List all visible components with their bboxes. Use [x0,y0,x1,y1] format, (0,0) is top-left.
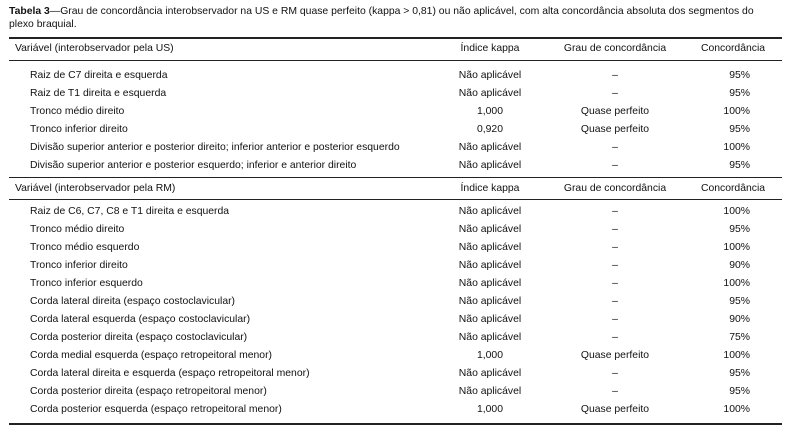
table-row [0,239,789,257]
caption-text: —Grau de concordância interobservador na US e RM quase perfeito (kappa > 0,81) ou não aplicável, com alta concordância absoluta dos segmentos do plexo braquial. [9,6,754,30]
cell-agreement: 100% [723,278,750,289]
cell-agreement: 75% [729,332,750,343]
cell-agreement: 95% [729,160,750,171]
cell-variable: Corda lateral esquerda (espaço costoclavicular) [30,314,251,325]
cell-agreement: 95% [729,224,750,235]
cell-agreement: 90% [729,314,750,325]
cell-grade: – [612,278,618,289]
cell-kappa: Não aplicável [458,278,522,289]
table-row [0,365,789,383]
cell-variable: Corda posterior direita (espaço costoclavicular) [30,332,248,343]
table-caption [9,6,781,31]
table-row [0,67,789,85]
header-agreement: Concordância [700,183,766,194]
cell-variable: Corda lateral direita e esquerda (espaço retropeitoral menor) [30,368,310,379]
section-rule [9,177,782,178]
cell-variable: Divisão superior anterior e posterior direito; inferior anterior e posterior esquerdo [30,142,400,153]
cell-agreement: 100% [723,206,750,217]
cell-grade: Quase perfeito [580,106,650,117]
header-rule [9,60,782,61]
header-kappa: Índice kappa [460,43,520,54]
cell-grade: – [612,386,618,397]
cell-kappa: 0,920 [476,124,503,135]
header-variable: Variável (interobservador pela US) [15,43,174,54]
cell-kappa: Não aplicável [458,242,522,253]
cell-agreement: 95% [729,70,750,81]
cell-agreement: 90% [729,260,750,271]
cell-kappa: 1,000 [476,404,503,415]
cell-kappa: Não aplicável [458,332,522,343]
cell-kappa: Não aplicável [458,368,522,379]
cell-agreement: 95% [729,386,750,397]
cell-kappa: Não aplicável [458,296,522,307]
cell-variable: Tronco inferior direito [30,124,128,135]
cell-variable: Raiz de C7 direita e esquerda [30,70,168,81]
cell-agreement: 95% [729,88,750,99]
table-row [0,203,789,221]
header-row-rm [0,180,789,198]
cell-grade: – [612,260,618,271]
table-row [0,383,789,401]
cell-kappa: 1,000 [476,106,503,117]
cell-grade: – [612,206,618,217]
cell-variable: Tronco inferior esquerdo [30,278,143,289]
cell-agreement: 100% [723,350,750,361]
table-row [0,347,789,365]
cell-kappa: Não aplicável [458,70,522,81]
table-row [0,85,789,103]
cell-grade: – [612,368,618,379]
cell-grade: – [612,142,618,153]
cell-kappa: 1,000 [476,350,503,361]
cell-grade: Quase perfeito [580,404,650,415]
cell-kappa: Não aplicável [458,386,522,397]
table-row [0,257,789,275]
cell-agreement: 100% [723,142,750,153]
cell-grade: – [612,224,618,235]
bottom-rule [9,423,782,425]
cell-kappa: Não aplicável [458,314,522,325]
cell-kappa: Não aplicável [458,260,522,271]
cell-kappa: Não aplicável [458,160,522,171]
header-rule [9,199,782,200]
cell-grade: – [612,296,618,307]
cell-variable: Corda posterior direita (espaço retropeitoral menor) [30,386,267,397]
cell-grade: – [612,314,618,325]
cell-kappa: Não aplicável [458,88,522,99]
cell-grade: Quase perfeito [580,124,650,135]
cell-variable: Corda medial esquerda (espaço retropeitoral menor) [30,350,272,361]
cell-grade: – [612,242,618,253]
cell-agreement: 95% [729,296,750,307]
cell-variable: Tronco médio esquerdo [30,242,140,253]
header-agreement: Concordância [700,43,766,54]
table-row [0,121,789,139]
cell-grade: – [612,88,618,99]
cell-agreement: 100% [723,404,750,415]
cell-agreement: 100% [723,106,750,117]
table-row [0,329,789,347]
cell-variable: Raiz de C6, C7, C8 e T1 direita e esquerda [30,206,230,217]
cell-agreement: 100% [723,242,750,253]
cell-variable: Tronco inferior direito [30,260,128,271]
header-row-us [0,40,789,58]
table-row [0,311,789,329]
cell-variable: Divisão superior anterior e posterior esquerdo; inferior e anterior direito [30,160,357,171]
table-row [0,293,789,311]
table-row [0,103,789,121]
cell-grade: – [612,160,618,171]
cell-grade: Quase perfeito [580,350,650,361]
header-variable: Variável (interobservador pela RM) [15,183,176,194]
table-row [0,221,789,239]
cell-variable: Tronco médio direito [30,224,125,235]
cell-grade: – [612,70,618,81]
cell-variable: Raiz de T1 direita e esquerda [30,88,167,99]
table-row [0,139,789,157]
cell-kappa: Não aplicável [458,224,522,235]
cell-variable: Corda posterior esquerda (espaço retropeitoral menor) [30,404,282,415]
top-rule [9,37,782,39]
cell-kappa: Não aplicável [458,142,522,153]
header-grade: Grau de concordância [563,183,667,194]
header-kappa: Índice kappa [460,183,520,194]
cell-variable: Tronco médio direito [30,106,125,117]
cell-agreement: 95% [729,368,750,379]
table-row [0,275,789,293]
cell-variable: Corda lateral direita (espaço costoclavicular) [30,296,236,307]
header-grade: Grau de concordância [563,43,667,54]
cell-agreement: 95% [729,124,750,135]
caption-label: Tabela 3 [9,6,50,17]
cell-grade: – [612,332,618,343]
table-row [0,401,789,419]
cell-kappa: Não aplicável [458,206,522,217]
table-row [0,157,789,175]
